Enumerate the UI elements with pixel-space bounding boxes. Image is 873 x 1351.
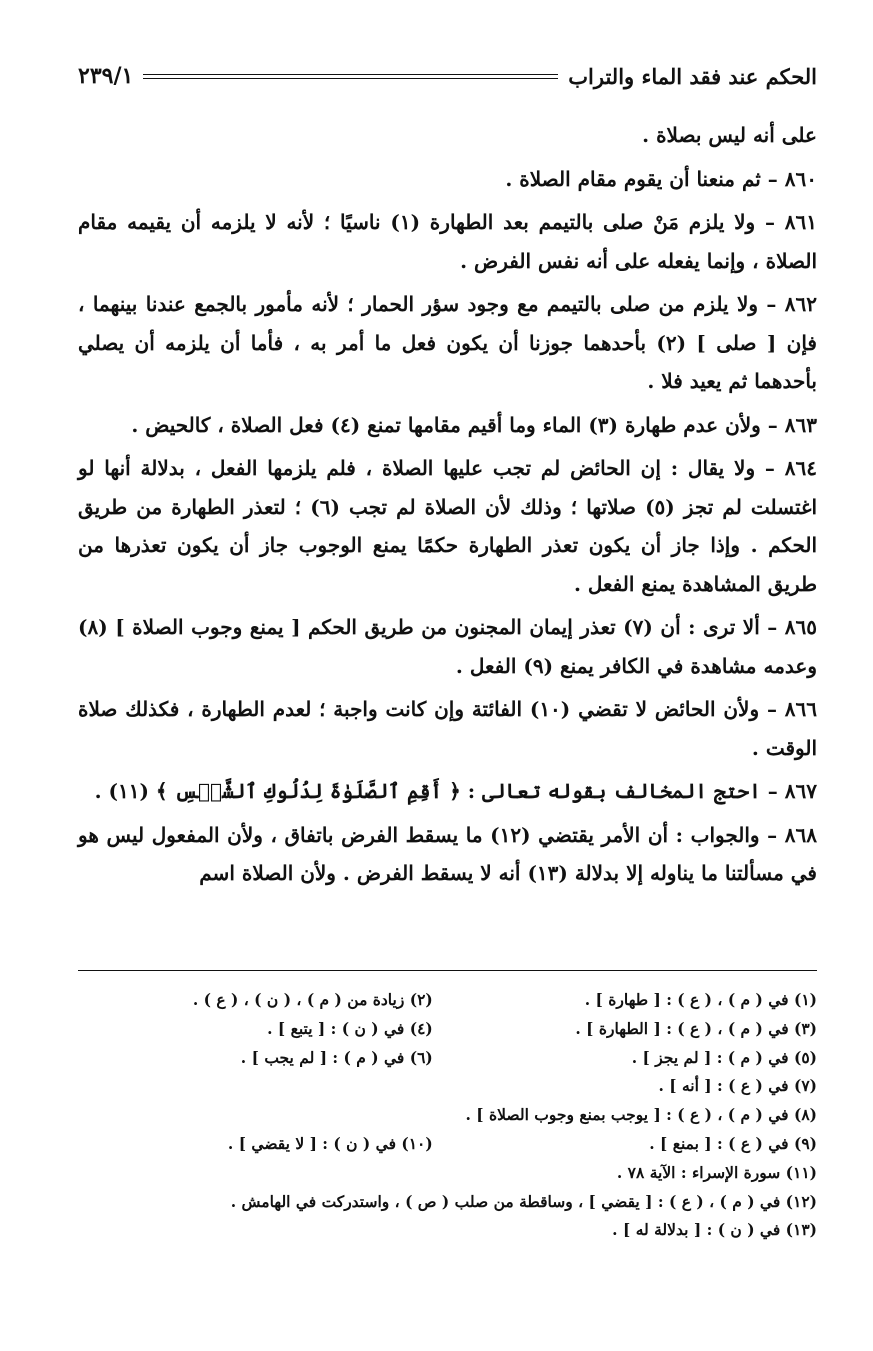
footnote-8: (٨) في ( م ) ، ( ع ) : [ يوجب بمنع وجوب الصلاة ] .: [465, 1105, 817, 1125]
footnote-row: [78, 1015, 817, 1044]
paragraph-864: ٨٦٤ – ولا يقال : إن الحائض لم تجب عليها الصلاة ، فلم يلزمها الفعل ، بدلالة أنها لو اغتسلت لم تجز (٥) صلاتها ؛ وذلك لأن الصلاة لم تجب (٦) ؛ لتعذر الطهارة من طريق الحكم . وإذا جاز أن يكون تعذر الطهارة حكمًا يمنع الوجوب جاز أن يكون تعذرها من طريق المشاهدة يمنع الفعل .: [78, 456, 818, 596]
header-double-rule: [143, 74, 558, 79]
footnote-row: [78, 1159, 817, 1188]
paragraph-861: ٨٦١ – ولا يلزم مَنْ صلى بالتيمم بعد الطهارة (١) ناسيًا ؛ لأنه لا يلزمه أن يقيمه مقام الصلاة ، وإنما يفعله على أنه نفس الفرض .: [78, 210, 817, 273]
footnote-3: (٣) في ( م ) ، ( ع ) : [ الطهارة ] .: [575, 1018, 817, 1038]
paragraph-867: ٨٦٧ – احتج المخالف بقوله تعالى : ﴿ أَقِمِ ٱلصَّلَوٰةَ لِدُلُوكِ ٱلشَّمۡسِ ﴾ (١١) .: [94, 779, 817, 803]
footnote-row: [78, 1072, 817, 1101]
paragraph-860: ٨٦٠ – ثم منعنا أن يقوم مقام الصلاة .: [505, 166, 817, 191]
footnote-row: [78, 1101, 817, 1130]
paragraph-863: ٨٦٣ – ولأن عدم طهارة (٣) الماء وما أقيم مقامها تمنع (٤) فعل الصلاة ، كالحيض .: [131, 412, 817, 437]
footnote-1: (١) في ( م ) ، ( ع ) : [ طهارة ] .: [584, 990, 817, 1009]
footnote-row: [78, 1130, 817, 1159]
footnote-7: (٧) في ( ع ) : [ أنه ] .: [658, 1076, 817, 1096]
paragraph-continuation: على أنه ليس بصلاة .: [642, 123, 817, 147]
footnote-5: (٥) في ( م ) : [ لم يجز ] .: [631, 1047, 817, 1067]
footnote-2: (٢) زيادة من ( م ) ، ( ن ) ، ( ع ) .: [192, 990, 433, 1009]
footnote-9: (٩) في ( ع ) : [ بمنع ] .: [649, 1133, 817, 1153]
footnote-4: (٤) في ( ن ) : [ يتبع ] .: [267, 1018, 433, 1038]
footnote-12: (١٢) في ( م ) ، ( ع ) : [ يقضي ] ، وساقطة من صلب ( ص ) ، واستدركت في الهامش .: [230, 1191, 817, 1211]
footnote-row: [78, 1188, 817, 1217]
page-number: ٢٣٩/١: [78, 63, 134, 89]
footnotes: [78, 986, 817, 1245]
footnote-11: (١١) سورة الإسراء : الآية ٧٨ .: [616, 1162, 817, 1182]
paragraph-868: ٨٦٨ – والجواب : أن الأمر يقتضي (١٢) ما يسقط الفرض باتفاق ، ولأن المفعول ليس هو في مسألتنا ما يناوله إلا بدلالة (١٣) أنه لا يسقط الفرض . ولأن الصلاة اسم: [78, 822, 817, 885]
footnote-10: (١٠) في ( ن ) : [ لا يقضي ] .: [227, 1133, 433, 1153]
footnote-row: [78, 1216, 817, 1245]
running-header: [78, 58, 817, 94]
footnote-row: [78, 1044, 817, 1073]
main-text: [78, 116, 817, 898]
footnote-13: (١٣) في ( ن ) : [ بدلالة له ] .: [612, 1220, 817, 1240]
paragraph-866: ٨٦٦ – ولأن الحائض لا تقضي (١٠) الفائتة وإن كانت واجبة ؛ لعدم الطهارة ، فكذلك صلاة الوقت .: [78, 697, 817, 760]
footnote-6: (٦) في ( م ) : [ لم يجب ] .: [240, 1047, 433, 1067]
running-title: الحكم عند فقد الماء والتراب: [568, 63, 817, 89]
paragraph-862: ٨٦٢ – ولا يلزم من صلى بالتيمم مع وجود سؤر الحمار ؛ لأنه مأمور بالجمع عندنا بينهما ، فإن [ صلى ] (٢) بأحدهما جوزنا أن يكون فعل ما أمر به ، فأما أن يلزمه أن يصلي بأحدهما ثم يعيد فلا .: [78, 292, 817, 393]
footnote-row: [78, 986, 817, 1015]
paragraph-865: ٨٦٥ – ألا ترى : أن (٧) تعذر إيمان المجنون من طريق الحكم [ يمنع وجوب الصلاة ] (٨) وعدمه مشاهدة في الكافر يمنع (٩) الفعل .: [78, 615, 818, 678]
footnote-separator: [78, 970, 817, 971]
